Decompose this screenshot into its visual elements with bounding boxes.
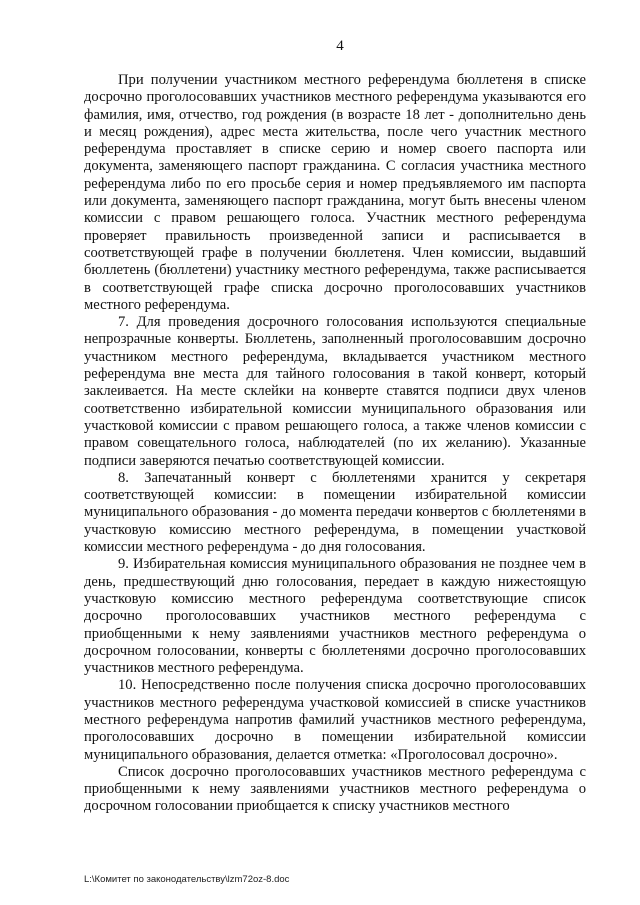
paragraph-10: 10. Непосредственно после получения списка досрочно проголосовавших участников местного референдума участковой комиссией в списке участников местного референдума напротив фамилий участников местного референдума, проголосовавших досрочно в помещении избирательной комиссии муниципального образования, делается отметка: «Проголосовал досрочно». xyxy=(84,677,586,763)
paragraph-list-note: Список досрочно проголосовавших участников местного референдума с приобщенными к нему заявлениями участников местного референдума о досрочном голосовании приобщается к списку участников местного xyxy=(84,763,586,815)
page-number: 4 xyxy=(336,38,344,54)
file-path-footer: L:\Комитет по законодательству\lzm72oz-8.doc xyxy=(84,874,290,885)
paragraph-8: 8. Запечатанный конверт с бюллетенями хранится у секретаря соответствующей комиссии: в помещении избирательной комиссии муниципального образования - до момента передачи конвертов с бюллетенями в участковую комиссию местного референдума, в помещении участковой комиссии местного референдума - до дня голосования. xyxy=(84,469,586,556)
paragraph-7: 7. Для проведения досрочного голосования используются специальные непрозрачные конверты. Бюллетень, заполненный проголосовавшим досрочно участником местного референдума, вкладывается участником местного референдума вне места для тайного голосования в такой конверт, который заклеивается. На месте склейки на конверте ставятся подписи двух членов соответственно избирательной комиссии муниципального образования или участковой комиссии с правом решающего голоса, а также членов комиссии с правом совещательного голоса, наблюдателей (по их желанию). Указанные подписи заверяются печатью соответствующей комиссии. xyxy=(84,314,586,469)
document-body xyxy=(84,72,586,816)
paragraph-1: При получении участником местного референдума бюллетеня в списке досрочно проголосовавших участников местного референдума указываются его фамилия, имя, отчество, год рождения (в возрасте 18 лет - дополнительно день и месяц рождения), адрес места жительства, после чего участник местного референдума проставляет в списке серию и номер своего паспорта или документа, заменяющего паспорт гражданина. С согласия участника местного референдума либо по его просьбе серия и номер предъявляемого им паспорта или документа, заменяющего паспорт гражданина, могут быть внесены членом комиссии с правом решающего голоса. Участник местного референдума проверяет правильность произведенной записи и расписывается в соответствующей графе в получении бюллетеня. Член комиссии, выдавший бюллетень (бюллетени) участнику местного референдума, также расписывается в соответствующей графе списка досрочно проголосовавших участников местного референдума. xyxy=(84,72,586,313)
paragraph-9: 9. Избирательная комиссия муниципального образования не позднее чем в день, предшествующий дню голосования, передает в каждую нижестоящую участковую комиссию местного референдума соответствующие список досрочно проголосовавших участников местного референдума с приобщенными к нему заявлениями участников местного референдума о досрочном голосовании, конверты с бюллетенями досрочно проголосовавших участников местного референдума. xyxy=(84,556,586,677)
